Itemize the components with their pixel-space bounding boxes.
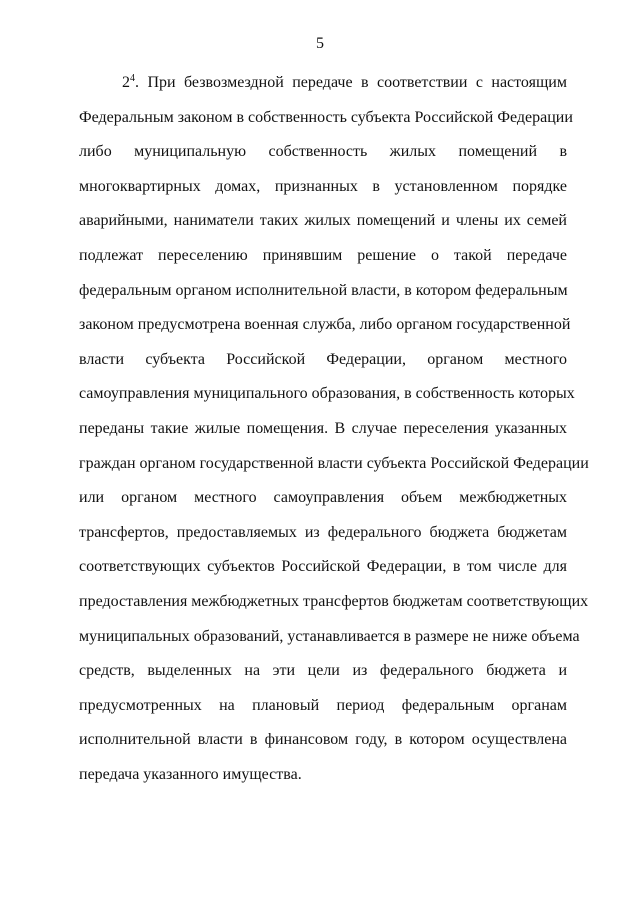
paragraph-line-text: . При безвозмездной передаче в соответствии с настоящим xyxy=(135,74,567,91)
paragraph-line: трансфертов, предоставляемых из федерального бюджета бюджетам xyxy=(79,523,567,541)
paragraph-marker-superscript: 4 xyxy=(130,73,135,84)
paragraph-line: муниципальных образований, устанавливается в размере не ниже объема xyxy=(79,627,580,645)
paragraph-line: граждан органом государственной власти субъекта Российской Федерации xyxy=(79,454,589,472)
paragraph-2-4 xyxy=(79,66,589,792)
paragraph-line: или органом местного самоуправления объем межбюджетных xyxy=(79,489,567,507)
paragraph-line xyxy=(79,66,567,101)
paragraph-marker xyxy=(122,74,135,91)
paragraph-line: исполнительной власти в финансовом году, в котором осуществлена xyxy=(79,731,567,749)
paragraph-line: аварийными, наниматели таких жилых помещений и члены их семей xyxy=(79,212,567,230)
paragraph-line: предоставления межбюджетных трансфертов бюджетам соответствующих xyxy=(79,592,589,610)
paragraph-marker-base: 2 xyxy=(122,74,130,91)
paragraph-line: соответствующих субъектов Российской Федерации, в том числе для xyxy=(79,558,567,576)
paragraph-line: передача указанного имущества. xyxy=(79,765,302,783)
paragraph-line: переданы такие жилые помещения. В случае переселения указанных xyxy=(79,419,567,437)
paragraph-line: подлежат переселению принявшим решение о такой передаче xyxy=(79,246,567,264)
paragraph-line: средств, выделенных на эти цели из федерального бюджета и xyxy=(79,662,567,680)
paragraph-line: самоуправления муниципального образования, в собственность которых xyxy=(79,385,575,403)
paragraph-line: многоквартирных домах, признанных в установленном порядке xyxy=(79,177,567,195)
paragraph-line: предусмотренных на плановый период федеральным органам xyxy=(79,696,567,714)
paragraph-line: законом предусмотрена военная служба, либо органом государственной xyxy=(79,316,571,334)
paragraph-line: власти субъекта Российской Федерации, органом местного xyxy=(79,350,567,368)
paragraph-line: либо муниципальную собственность жилых помещений в xyxy=(79,143,567,161)
page-number: 5 xyxy=(316,35,324,52)
paragraph-line: Федеральным законом в собственность субъекта Российской Федерации xyxy=(79,108,573,126)
paragraph-line: федеральным органом исполнительной власти, в котором федеральным xyxy=(79,281,568,299)
